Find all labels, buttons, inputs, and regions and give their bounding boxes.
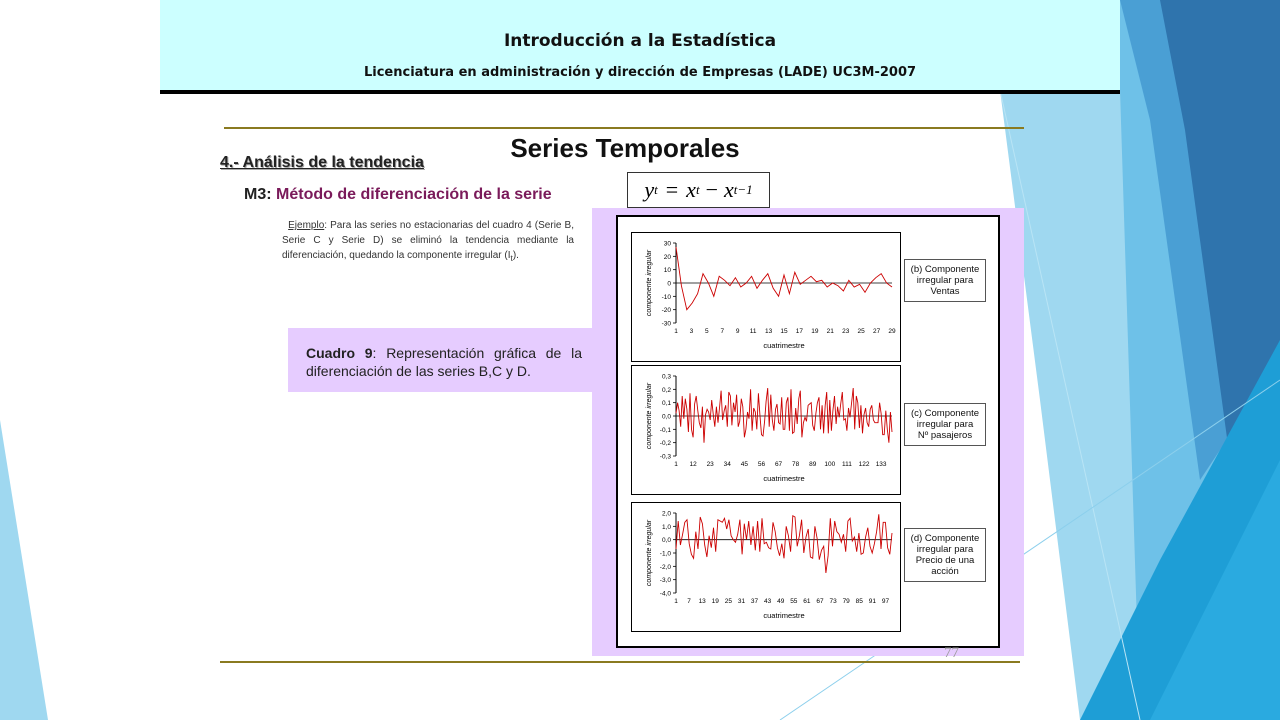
legend-pasajeros-line2: irregular para [916,419,974,430]
legend-precio-line2: irregular para [916,544,974,555]
x-tick-label-pasajeros: 122 [858,461,870,468]
x-tick-label-precio: 13 [698,598,706,605]
x-tick-label-precio: 7 [687,598,691,605]
x-tick-label-precio: 1 [674,598,678,605]
x-tick-label-ventas: 15 [780,328,788,335]
y-axis-label-pasajeros: componente irregular [646,382,653,450]
slide-header [160,0,1120,94]
method-label: M3: [244,186,272,203]
series-line-ventas [676,247,892,310]
page-number: 77 [944,645,959,661]
x-tick-label-precio: 73 [829,598,837,605]
x-axis-label-ventas: cuatrimestre [763,341,805,350]
y-tick-label-precio: -4,0 [659,590,671,598]
x-tick-label-pasajeros: 111 [841,461,852,468]
example-end: ). [512,250,519,261]
y-tick-label-pasajeros: 0,3 [661,373,671,381]
x-tick-label-precio: 37 [750,598,759,605]
x-tick-label-ventas: 7 [720,328,725,335]
cuadro-caption [306,344,582,380]
legend-pasajeros [904,403,986,446]
x-tick-label-pasajeros: 133 [875,461,887,468]
x-tick-label-pasajeros: 100 [824,461,836,468]
legend-precio [904,528,986,582]
x-tick-label-pasajeros: 1 [674,461,678,468]
x-tick-label-ventas: 17 [795,328,804,335]
x-tick-label-pasajeros: 23 [706,461,714,468]
y-tick-label-ventas: 0 [667,280,671,288]
header-title: Introducción a la Estadística [503,31,777,51]
x-tick-label-precio: 67 [816,598,824,605]
chart-precio-svg [632,503,900,631]
x-tick-label-ventas: 29 [888,328,896,335]
cuadro-caption-box [288,328,592,392]
example-sub: t [510,253,513,263]
x-axis-label-pasajeros: cuatrimestre [763,474,805,483]
x-tick-label-pasajeros: 67 [774,461,783,468]
example-paragraph [282,218,574,266]
y-tick-label-ventas: -20 [661,307,671,315]
cuadro-lead: Cuadro 9 [306,345,373,361]
x-tick-label-precio: 97 [881,598,890,605]
formula-y: y [644,177,655,202]
method-heading [244,186,552,204]
cuadro-body: : Representación gráfica de la diferenciación de las series B,C y D. [306,345,582,379]
x-tick-label-precio: 31 [737,598,746,605]
y-axis-label-precio: componente irregular [646,519,653,587]
formula-eq: = [665,177,679,202]
y-tick-label-pasajeros: -0,3 [659,453,671,461]
x-tick-label-ventas: 21 [826,328,834,335]
formula-sub-t1: t−1 [733,182,753,197]
y-tick-label-precio: 2,0 [661,510,671,518]
legend-ventas-line1: (b) Componente [910,264,980,275]
formula-minus: − [705,177,718,202]
y-tick-label-precio: -2,0 [659,563,671,571]
legend-ventas-line2: irregular para [916,275,974,286]
legend-ventas [904,259,986,302]
y-tick-label-precio: -3,0 [659,577,671,585]
x-tick-label-pasajeros: 78 [792,461,800,468]
x-tick-label-precio: 79 [842,598,850,605]
slide-title: Series Temporales [510,133,740,163]
x-tick-label-ventas: 27 [872,328,881,335]
top-rule [224,127,1024,129]
method-text: Método de diferenciación de la serie [276,186,552,203]
series-line-pasajeros [676,388,892,443]
x-tick-label-ventas: 19 [811,328,819,335]
y-tick-label-pasajeros: 0,1 [661,400,671,408]
chart-ventas [631,232,901,362]
x-tick-label-ventas: 5 [705,328,709,335]
x-tick-label-precio: 25 [724,598,732,605]
chart-pasajeros-svg [632,366,900,494]
x-axis-label-precio: cuatrimestre [763,611,805,620]
x-tick-label-precio: 49 [777,598,785,605]
x-tick-label-precio: 85 [855,598,863,605]
x-tick-label-pasajeros: 34 [723,461,731,468]
x-tick-label-pasajeros: 89 [809,461,817,468]
x-tick-label-ventas: 13 [764,328,773,335]
formula-x2: x [723,177,734,202]
y-tick-label-pasajeros: 0,2 [661,386,671,394]
y-tick-label-precio: -1,0 [659,550,671,558]
formula-sub-t-x: t [695,182,700,197]
y-tick-label-pasajeros: -0,2 [659,440,671,448]
legend-precio-line3: Precio de una [915,555,975,566]
x-tick-label-precio: 61 [803,598,811,605]
y-tick-label-precio: 0,0 [661,537,671,545]
formula-x: x [686,177,696,202]
chart-pasajeros [631,365,901,495]
x-tick-label-ventas: 3 [689,328,694,335]
legend-pasajeros-line1: (c) Componente [910,408,980,419]
x-tick-label-ventas: 9 [735,328,740,335]
x-tick-label-ventas: 11 [749,328,757,335]
y-tick-label-pasajeros: -0,1 [659,426,671,434]
bottom-rule [220,661,1020,663]
x-tick-label-ventas: 1 [674,328,678,335]
x-tick-label-pasajeros: 56 [757,461,766,468]
example-body: : Para las series no estacionarias del cuadro 4 (Serie B, Serie C y Serie D) se eliminó la tendencia mediante la diferenciación, quedando la componente irregular (I [282,220,574,261]
series-line-precio [676,514,892,573]
x-tick-label-precio: 43 [764,598,772,605]
y-axis-label-ventas: componente irregular [646,249,653,317]
section-title: 4.- Análisis de la tendencia [220,154,424,171]
x-tick-label-precio: 91 [868,598,876,605]
y-tick-label-ventas: -30 [661,320,671,328]
x-tick-label-pasajeros: 45 [740,461,748,468]
x-tick-label-pasajeros: 12 [689,461,697,468]
chart-ventas-svg [632,233,900,361]
x-tick-label-precio: 55 [790,598,798,605]
y-tick-label-ventas: 30 [663,240,671,248]
example-lead: Ejemplo [288,220,325,231]
y-tick-label-ventas: 10 [663,267,671,275]
chart-precio [631,502,901,632]
x-tick-label-precio: 19 [711,598,719,605]
legend-ventas-line3: Ventas [930,286,960,297]
difference-formula [627,172,770,208]
x-tick-label-ventas: 25 [857,328,865,335]
header-subtitle: Licenciatura en administración y dirección de Empresas (LADE) UC3M-2007 [363,65,917,80]
legend-precio-line1: (d) Componente [910,533,980,544]
formula-sub-t-y: t [654,182,658,197]
legend-pasajeros-line3: Nº pasajeros [917,430,973,441]
y-tick-label-ventas: -10 [661,293,671,301]
y-tick-label-precio: 1,0 [661,523,671,531]
y-tick-label-pasajeros: 0,0 [661,413,671,421]
x-tick-label-ventas: 23 [842,328,850,335]
y-tick-label-ventas: 20 [663,253,671,261]
legend-precio-line4: acción [931,566,959,577]
